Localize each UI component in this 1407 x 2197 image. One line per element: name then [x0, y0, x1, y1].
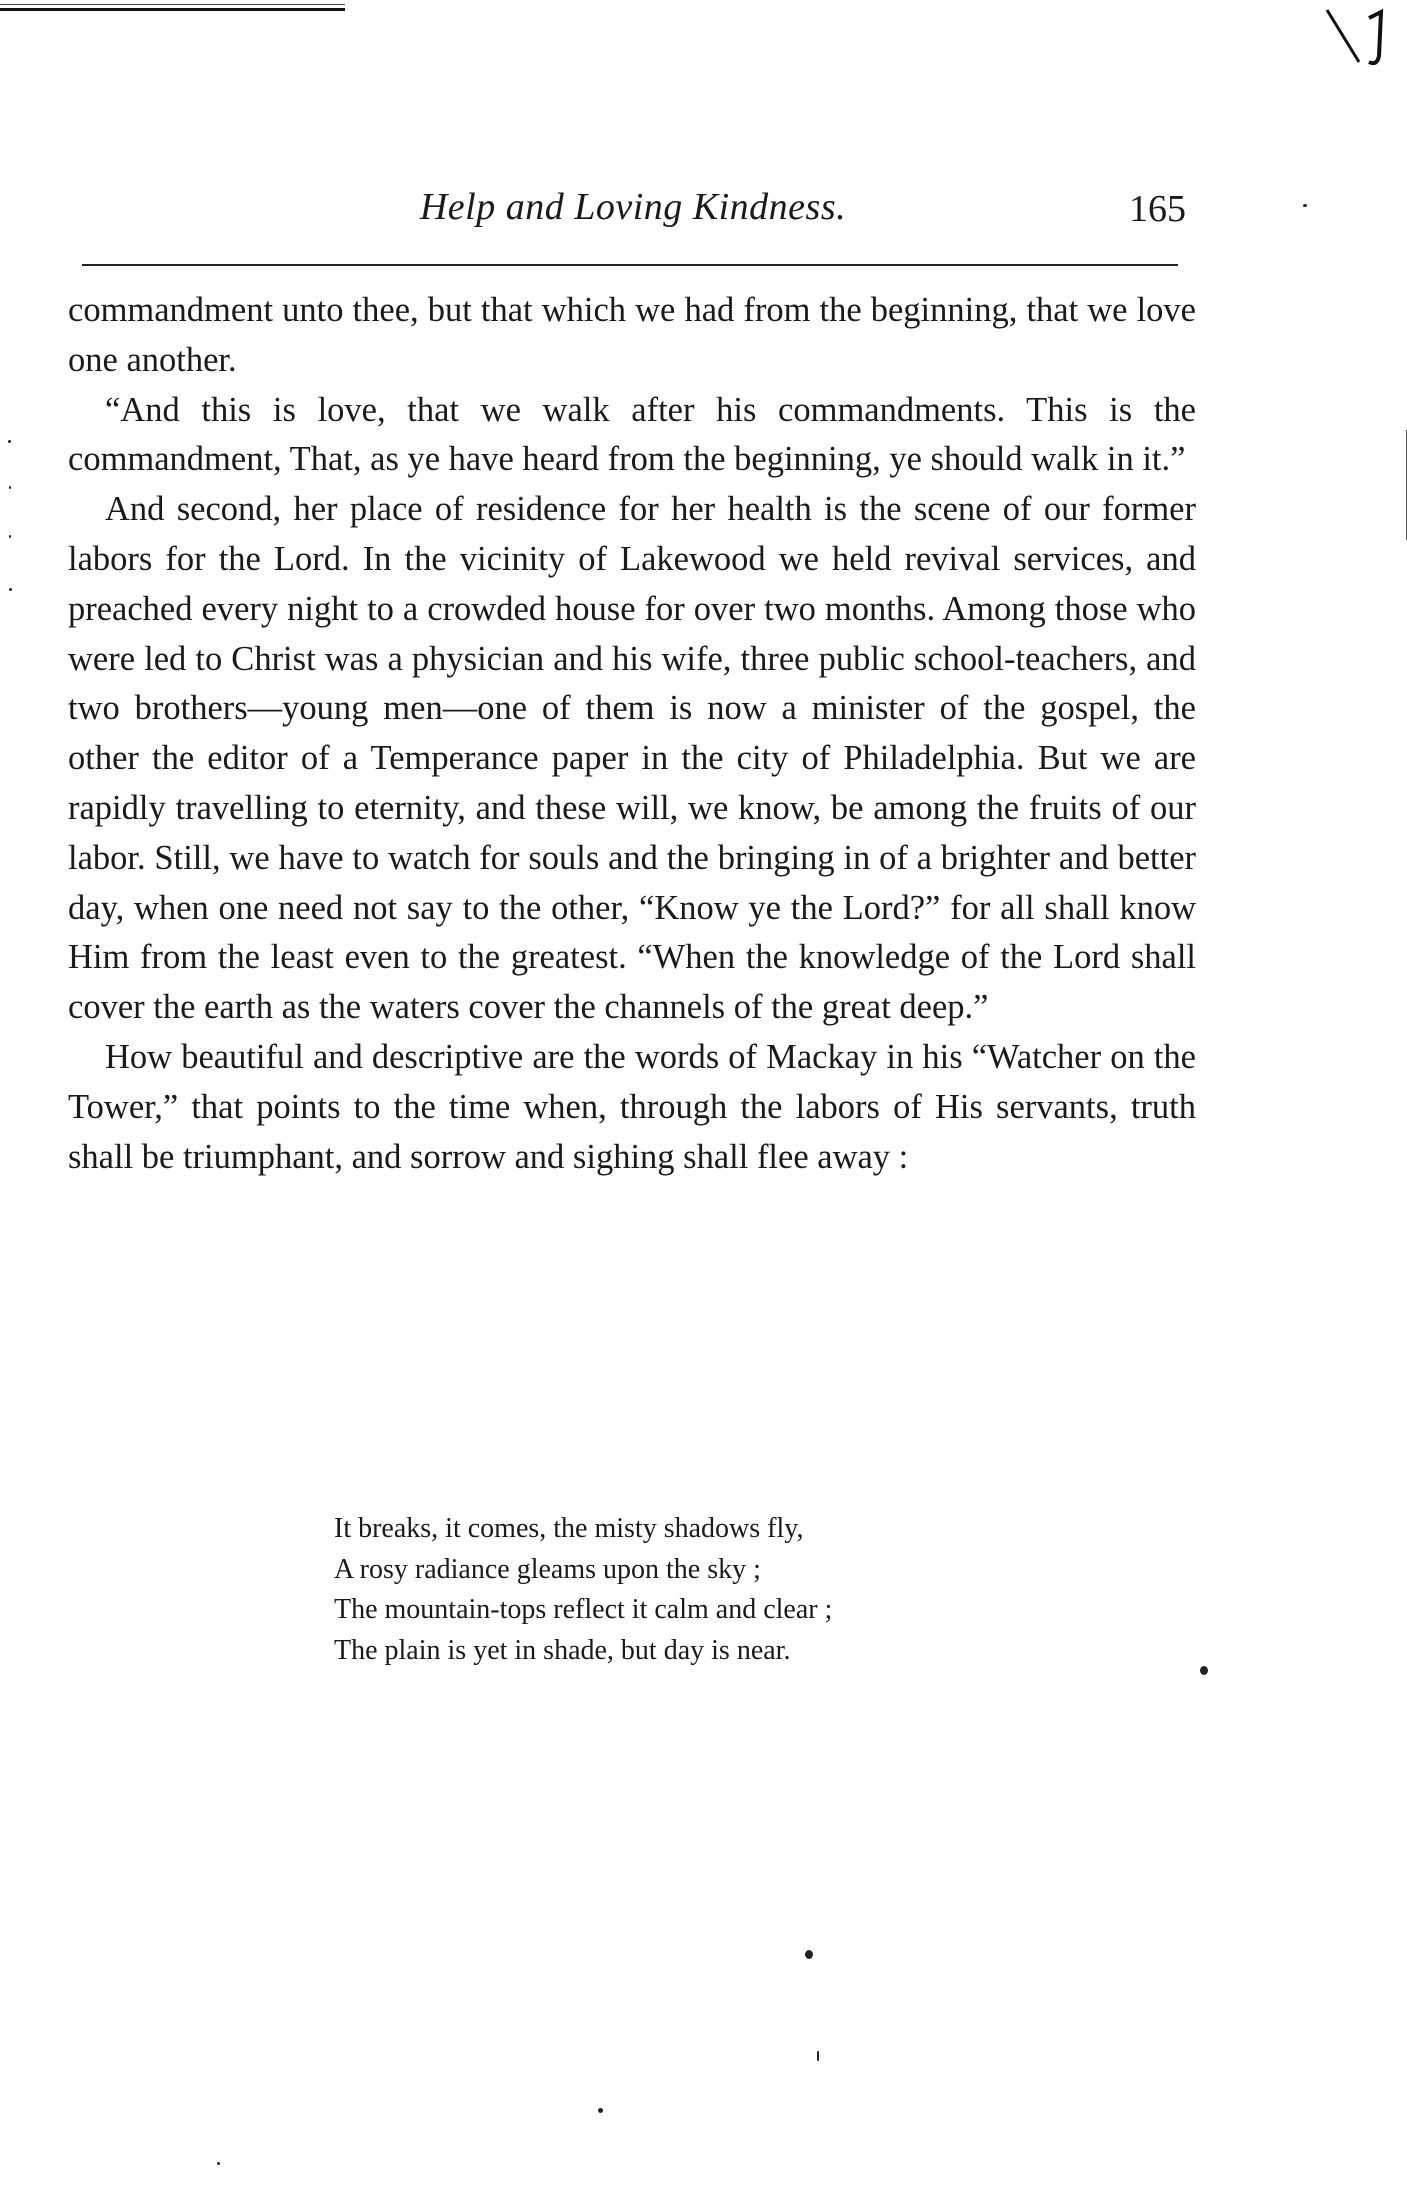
verse-line: The plain is yet in shade, but day is near. [334, 1634, 791, 1666]
ink-speck [1303, 204, 1307, 207]
page-number: 165 [1129, 188, 1186, 230]
ink-speck [817, 2051, 819, 2061]
ink-speck [217, 2162, 220, 2165]
verse-line: It breaks, it comes, the misty shadows fly, [334, 1513, 804, 1544]
ink-speck [9, 535, 11, 538]
verse-line: A rosy radiance gleams upon the sky ; [334, 1553, 761, 1585]
ink-speck [9, 588, 12, 591]
body-text [68, 286, 1196, 1182]
paragraph-continuation: commandment unto thee, but that which we had from the beginning, that we love one another. [68, 291, 1196, 379]
top-edge-rule [0, 4, 345, 5]
running-title: Help and Loving Kindness. [419, 186, 847, 228]
top-edge-rule-thick [0, 8, 345, 11]
corner-scan-mark [1323, 6, 1393, 76]
verse-block [334, 1509, 1034, 1671]
ink-speck [805, 1950, 813, 1959]
paragraph-mackay: How beautiful and descriptive are the words of Mackay in his “Watcher on the Tower,” that points to the time when, through the labors of His servants, truth shall be triumphant, and sorrow and sighing shall flee away : [68, 1037, 1196, 1176]
verse-line: The mountain-tops reflect it calm and clear ; [334, 1594, 833, 1625]
paragraph-lakewood: And second, her place of residence for her health is the scene of our former labors for the Lord. In the vicinity of Lakewood we held revival services, and preached every night to a crowded house for over two months. Among those who were led to Christ was a physician and his wife, three public school-teachers, and two brothers—young men—one of them is now a minister of the gospel, the other the editor of a Temperance paper in the city of Philadelphia. But we are rapidly travelling to eternity, and these will, we know, be among the fruits of our labor. Still, we have to watch for souls and the bringing in of a brighter and better day, when one need not say to the other, “Know ye the Lord?” for all shall know Him from the least even to the greatest. “When the knowledge of the Lord shall cover the earth as the waters cover the channels of the great deep.” [68, 490, 1196, 1027]
ink-speck [1200, 1666, 1208, 1675]
running-head [68, 185, 1198, 235]
ink-speck [9, 486, 11, 489]
ink-speck [8, 440, 11, 443]
ink-speck [598, 2108, 603, 2113]
header-rule [82, 264, 1178, 266]
paragraph-quote: “And this is love, that we walk after his commandments. This is the commandment, That, as ye have heard from the beginning, ye should walk in it.” [68, 390, 1196, 479]
